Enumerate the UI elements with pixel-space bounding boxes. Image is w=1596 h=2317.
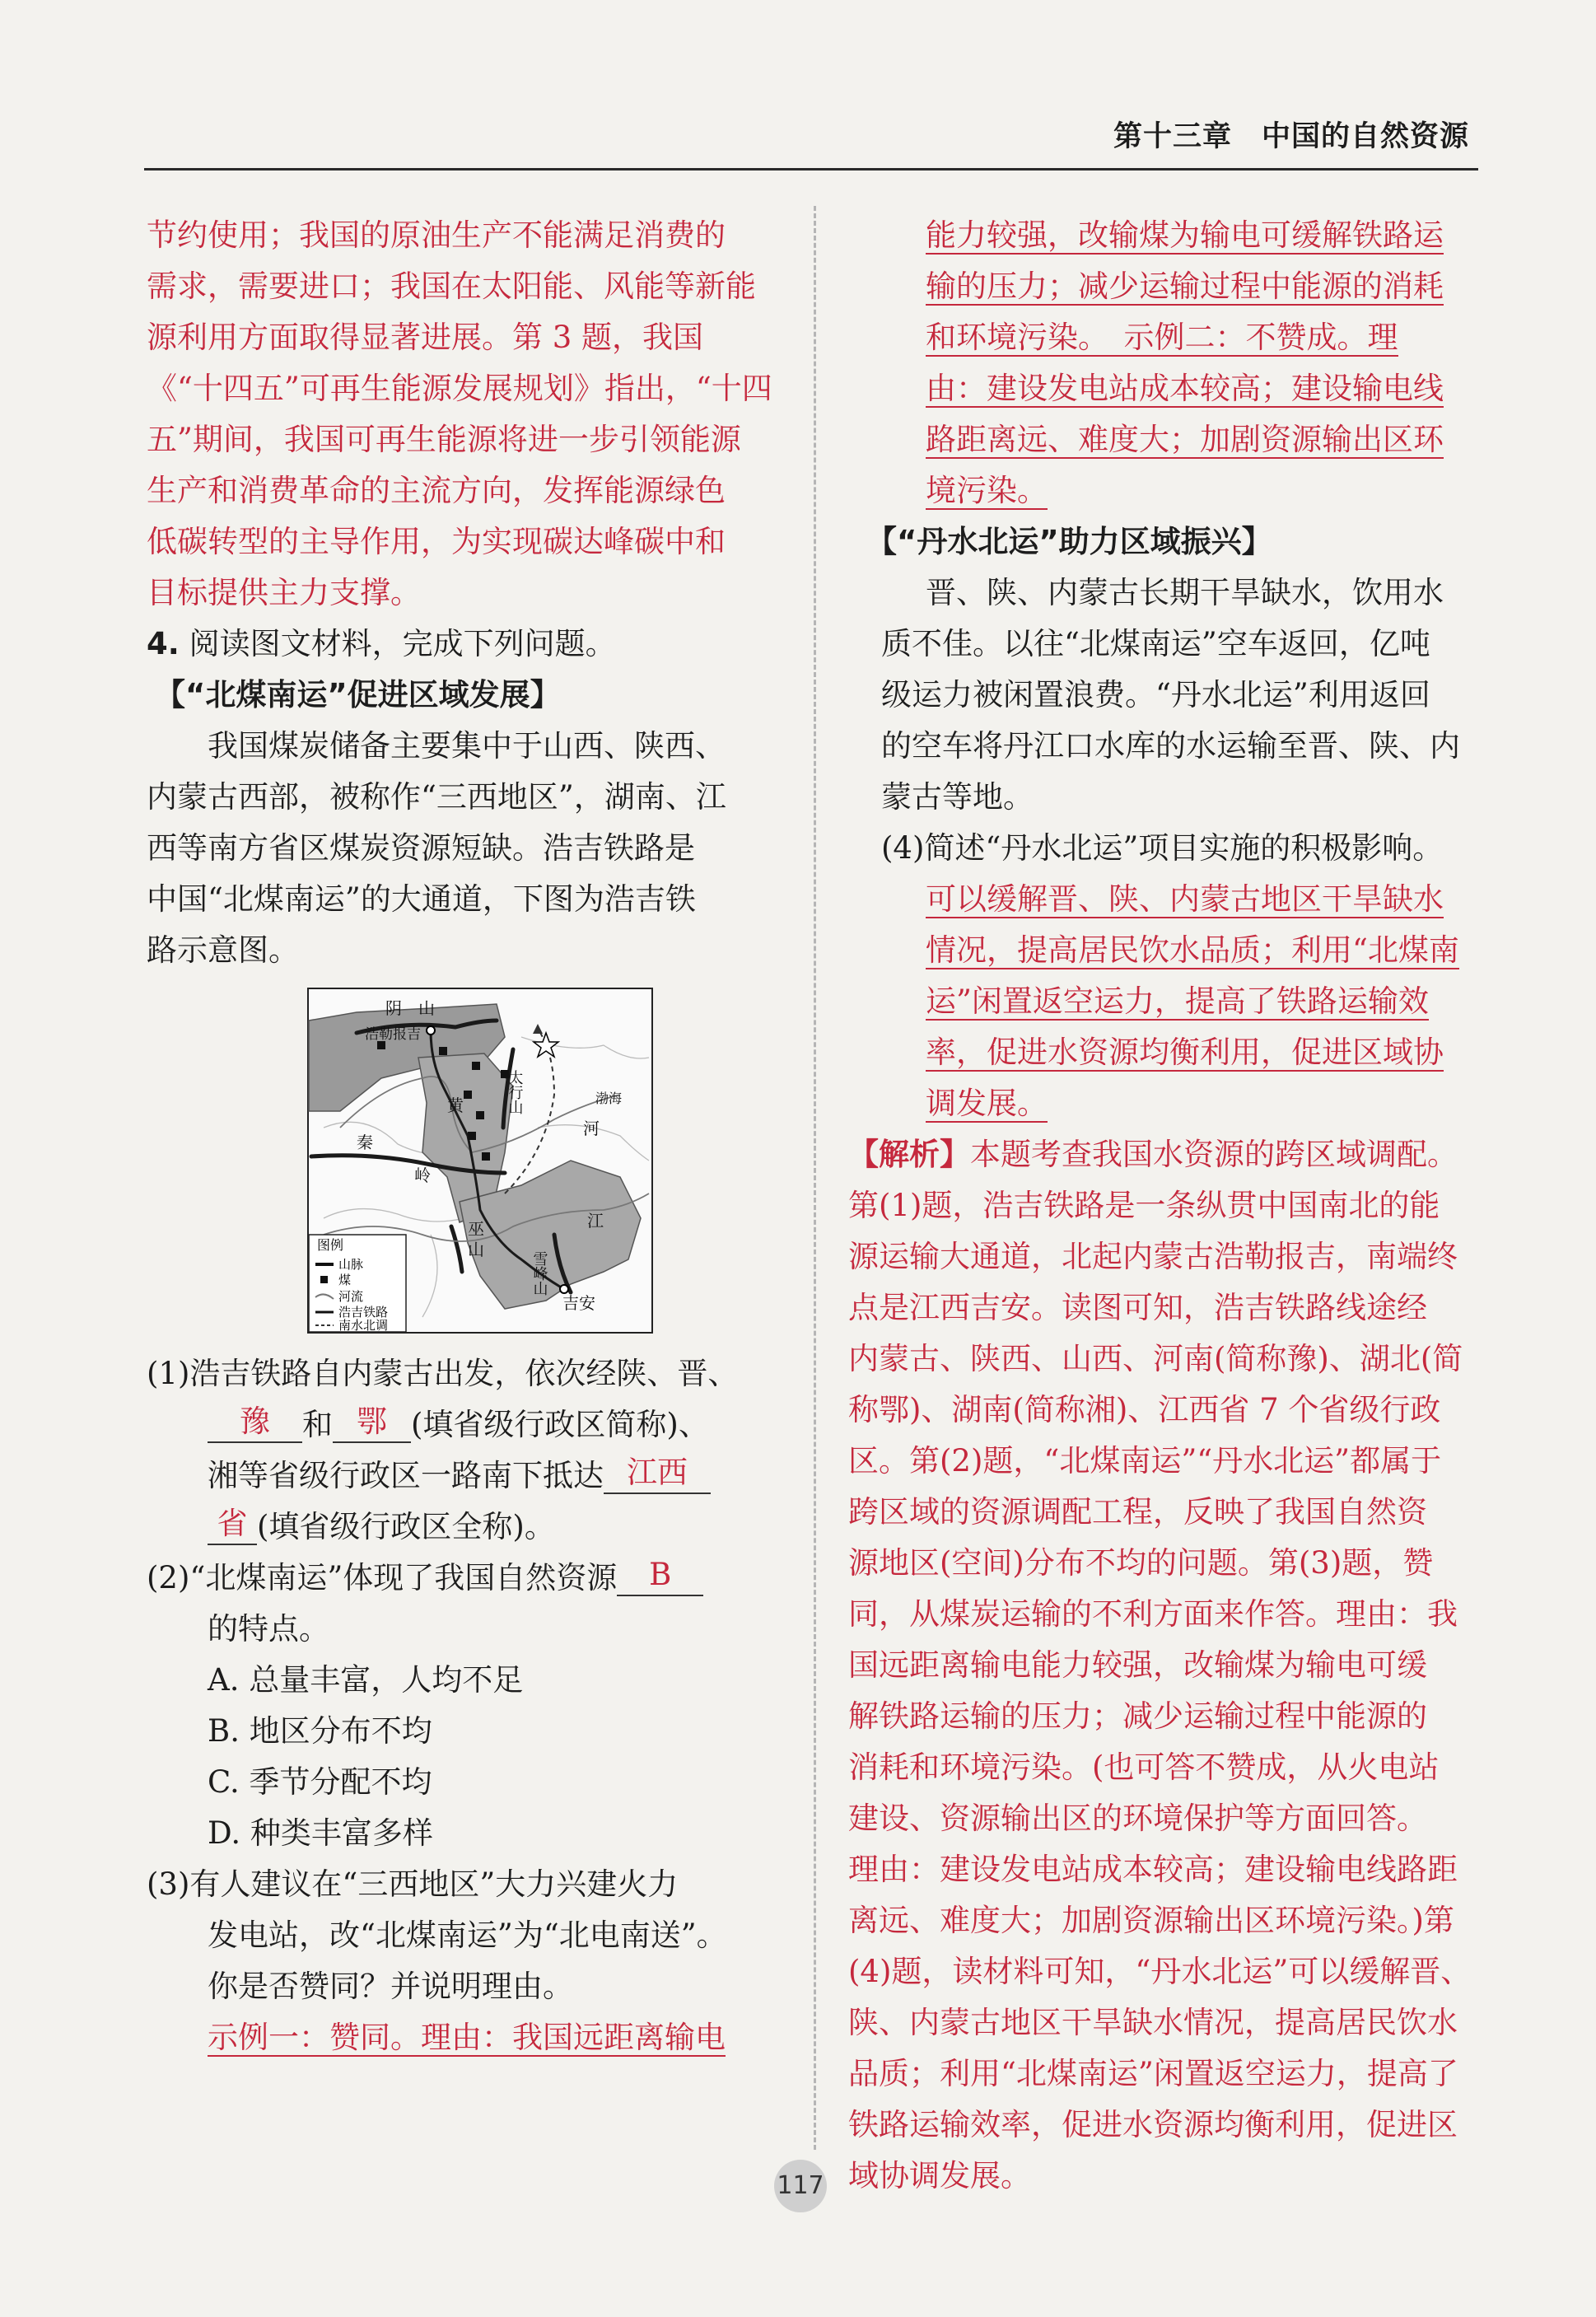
intro-line: 需求，需要进口；我国在太阳能、风能等新能 xyxy=(147,269,756,304)
coal-marker xyxy=(464,1091,472,1099)
label-ling: 岭 xyxy=(414,1166,431,1185)
q1-text: 湘等省级行政区一路南下抵达 xyxy=(208,1458,604,1493)
haolebaoji-station xyxy=(427,1026,435,1035)
legend-water-diversion: 南水北调 xyxy=(338,1318,389,1333)
map-svg xyxy=(307,988,653,1334)
q3-answer-text: 由：建设发电站成本较高；建设输电线 xyxy=(926,371,1444,406)
question-number: 4. xyxy=(147,626,180,661)
material-line: 蒙古等地。 xyxy=(881,779,1034,815)
right-column xyxy=(848,210,1482,2202)
q3-answer-text: 示例一：赞同。理由：我国远距离输电 xyxy=(208,2020,726,2055)
analysis-line: 理由：建设发电站成本较高；建设输电线路距 xyxy=(848,1852,1458,1887)
label-huang: 黄 xyxy=(447,1095,464,1115)
analysis-line: 区。第(2)题，“北煤南运”“丹水北运”都属于 xyxy=(848,1443,1442,1478)
intro-line: 生产和消费革命的主流方向，发挥能源绿色 xyxy=(147,473,726,508)
material-line: 晋、陕、内蒙古长期干旱缺水，饮用水 xyxy=(926,575,1444,610)
label-yinshan: 阴 山 xyxy=(385,998,435,1018)
q1-hint: (填省级行政区简称)、 xyxy=(411,1407,709,1442)
material-line: 中国“北煤南运”的大通道，下图为浩吉铁 xyxy=(147,881,696,917)
q4-answer-line xyxy=(848,976,1482,1027)
q3-answer-line xyxy=(848,414,1482,465)
material-line: 级运力被闲置浪费。“丹水北运”利用返回 xyxy=(881,677,1430,712)
label-wu: 巫 xyxy=(468,1219,484,1239)
analysis-line: 源地区(空间)分布不均的问题。第(3)题，赞 xyxy=(848,1545,1434,1581)
q3-line: (3)有人建议在“三西地区”大力兴建火力 xyxy=(147,1866,679,1902)
analysis-line: 源运输大通道，北起内蒙古浩勒报吉，南端终 xyxy=(848,1239,1458,1274)
coal-marker xyxy=(439,1047,447,1055)
q3-answer-line xyxy=(848,261,1482,312)
q4-answer-text: 运”闲置返空运力，提高了铁路运输效 xyxy=(926,983,1429,1019)
q2-option-d: D. 种类丰富多样 xyxy=(208,1815,433,1851)
q4-answer-text: 可以缓解晋、陕、内蒙古地区干旱缺水 xyxy=(926,881,1444,917)
q2-option-b: B. 地区分布不均 xyxy=(208,1713,432,1749)
analysis-line: 内蒙古、陕西、山西、河南(简称豫)、湖北(简 xyxy=(848,1341,1463,1376)
column-divider xyxy=(814,206,816,2150)
label-bohai: 渤海 xyxy=(595,1091,623,1106)
q3-answer-line xyxy=(147,2012,781,2063)
q2-answer-blank[interactable]: B xyxy=(617,1555,703,1596)
coal-marker xyxy=(472,1062,480,1070)
intro-line: 低碳转型的主导作用，为实现碳达峰碳中和 xyxy=(147,524,726,559)
material-line: 质不佳。以往“北煤南运”空车返回，亿吨 xyxy=(881,626,1430,661)
material-line: 我国煤炭储备主要集中于山西、陕西、 xyxy=(208,728,726,764)
coal-marker xyxy=(468,1132,476,1140)
coal-marker xyxy=(482,1152,490,1161)
q1-answer-line xyxy=(147,1399,781,1450)
q1-line xyxy=(147,1450,781,1502)
page-number: 117 xyxy=(774,2160,827,2212)
q3-answer-line xyxy=(848,210,1482,261)
analysis-line: 建设、资源输出区的环境保护等方面回答。 xyxy=(848,1801,1427,1836)
q2-option-c: C. 季节分配不均 xyxy=(208,1764,432,1800)
label-jian: 吉安 xyxy=(562,1293,595,1313)
section-title-bei-mei-nan-yun: 【“北煤南运”促进区域发展】 xyxy=(155,677,561,712)
intro-line: 目标提供主力支撑。 xyxy=(147,575,421,610)
analysis-line: 陕、内蒙古地区干旱缺水情况，提高居民饮水 xyxy=(848,2005,1458,2040)
q2-line xyxy=(147,1553,781,1604)
q1-answer-blank-b[interactable]: 鄂 xyxy=(333,1402,411,1443)
q3-answer-text: 境污染。 xyxy=(926,473,1048,508)
label-haolebaoji: 浩勒报吉 xyxy=(365,1026,421,1043)
chapter-header: 第十三章 中国的自然资源 xyxy=(1113,120,1470,153)
analysis-line: 铁路运输效率，促进水资源均衡利用，促进区 xyxy=(848,2107,1458,2142)
analysis-line: 同，从煤炭运输的不利方面来作答。理由：我 xyxy=(848,1596,1458,1632)
q3-answer-line xyxy=(848,363,1482,414)
analysis-first-line xyxy=(848,1129,1482,1180)
q4-answer-text: 调发展。 xyxy=(926,1086,1048,1121)
q3-answer-text: 能力较强，改输煤为输电可缓解铁路运 xyxy=(926,217,1444,253)
q4-answer-line xyxy=(848,1027,1482,1078)
analysis-text: 本题考查我国水资源的跨区域调配。 xyxy=(970,1137,1458,1172)
q3-answer-line xyxy=(848,312,1482,363)
q3-answer-text: 和环境污染。 示例二：不赞成。理 xyxy=(926,320,1398,355)
legend-coal: 煤 xyxy=(338,1273,352,1287)
analysis-line: 品质；利用“北煤南运”闲置返空运力，提高了 xyxy=(848,2056,1458,2091)
legend-mountain: 山脉 xyxy=(338,1257,364,1272)
q1-answer-blank-c2[interactable]: 省 xyxy=(208,1504,257,1545)
q1-line: (1)浩吉铁路自内蒙古出发，依次经陕、晋、 xyxy=(147,1356,739,1391)
intro-line: 节约使用；我国的原油生产不能满足消费的 xyxy=(147,217,726,253)
material-line: 的空车将丹江口水库的水运输至晋、陕、内 xyxy=(881,728,1460,764)
analysis-tag: 【解析】 xyxy=(848,1137,970,1172)
map-legend xyxy=(309,1235,406,1333)
question-4-prompt xyxy=(147,619,781,670)
q1-answer-blank-a[interactable]: 豫 xyxy=(208,1402,302,1443)
legend-river: 河流 xyxy=(338,1289,364,1304)
header-rule xyxy=(144,168,1478,171)
jian-station xyxy=(560,1285,568,1293)
label-shan: 山 xyxy=(468,1240,484,1259)
label-jiang: 江 xyxy=(587,1211,604,1231)
analysis-line: 点是江西吉安。读图可知，浩吉铁路线途经 xyxy=(848,1290,1427,1325)
q2-option-a: A. 总量丰富，人均不足 xyxy=(208,1662,524,1698)
analysis-line: 国远距离输电能力较强，改输煤为输电可缓 xyxy=(848,1647,1427,1683)
q3-answer-text: 路距离远、难度大；加剧资源输出区环 xyxy=(926,422,1444,457)
intro-line: 源利用方面取得显著进展。第 3 题，我国 xyxy=(147,320,704,355)
label-taihang: 太行山 xyxy=(506,1070,524,1114)
analysis-line: 解铁路运输的压力；减少运输过程中能源的 xyxy=(848,1698,1427,1734)
label-he: 河 xyxy=(583,1119,600,1138)
q1-and: 和 xyxy=(302,1407,333,1442)
material-line: 路示意图。 xyxy=(147,932,299,968)
left-column xyxy=(147,210,781,2063)
q4-answer-line xyxy=(848,1078,1482,1129)
q3-answer-text: 输的压力；减少运输过程中能源的消耗 xyxy=(926,269,1444,304)
q3-line: 发电站，改“北煤南运”为“北电南送”。 xyxy=(208,1918,727,1953)
analysis-line: 称鄂)、湖南(简称湘)、江西省 7 个省级行政 xyxy=(848,1392,1441,1427)
analysis-line: (4)题，读材料可知，“丹水北运”可以缓解晋、 xyxy=(848,1954,1472,1989)
q4-answer-line xyxy=(848,925,1482,976)
analysis-line: 第(1)题，浩吉铁路是一条纵贯中国南北的能 xyxy=(848,1188,1440,1223)
intro-line: 《“十四五”可再生能源发展规划》指出，“十四 xyxy=(147,371,772,406)
analysis-line: 跨区域的资源调配工程，反映了我国自然资 xyxy=(848,1494,1427,1530)
analysis-line: 消耗和环境污染。(也可答不赞成，从火电站 xyxy=(848,1749,1440,1785)
analysis-line: 离远、难度大；加剧资源输出区环境污染。)第 xyxy=(848,1903,1454,1938)
intro-line: 五”期间，我国可再生能源将进一步引领能源 xyxy=(147,422,741,457)
q1-line xyxy=(147,1502,781,1553)
q1-hint: (填省级行政区全称)。 xyxy=(257,1509,555,1544)
section-title-dan-shui-bei-yun: 【“丹水北运”助力区域振兴】 xyxy=(866,524,1272,559)
legend-railway: 浩吉铁路 xyxy=(338,1305,389,1320)
question-text: 阅读图文材料，完成下列问题。 xyxy=(189,626,616,661)
q2-line: 的特点。 xyxy=(208,1611,329,1647)
haoji-railway-map xyxy=(307,988,653,1334)
q2-text: (2)“北煤南运”体现了我国自然资源 xyxy=(147,1560,618,1595)
q3-line: 你是否赞同？并说明理由。 xyxy=(208,1969,573,2004)
q4-question: (4)简述“丹水北运”项目实施的积极影响。 xyxy=(881,830,1444,866)
analysis-line: 域协调发展。 xyxy=(848,2158,1031,2193)
label-xuefeng: 雪峰山 xyxy=(530,1251,548,1296)
q4-answer-text: 率，促进水资源均衡利用，促进区域协 xyxy=(926,1035,1444,1070)
material-line: 西等南方省区煤炭资源短缺。浩吉铁路是 xyxy=(147,830,695,866)
q4-answer-line xyxy=(848,874,1482,925)
q4-answer-text: 情况，提高居民饮水品质；利用“北煤南 xyxy=(926,932,1459,968)
legend-title: 图例 xyxy=(317,1237,344,1253)
q3-answer-line xyxy=(848,465,1482,516)
material-line: 内蒙古西部，被称作“三西地区”，湖南、江 xyxy=(147,779,726,815)
label-qin: 秦 xyxy=(357,1133,373,1152)
coal-marker xyxy=(476,1111,484,1119)
q1-answer-blank-c[interactable]: 江西 xyxy=(604,1453,711,1494)
